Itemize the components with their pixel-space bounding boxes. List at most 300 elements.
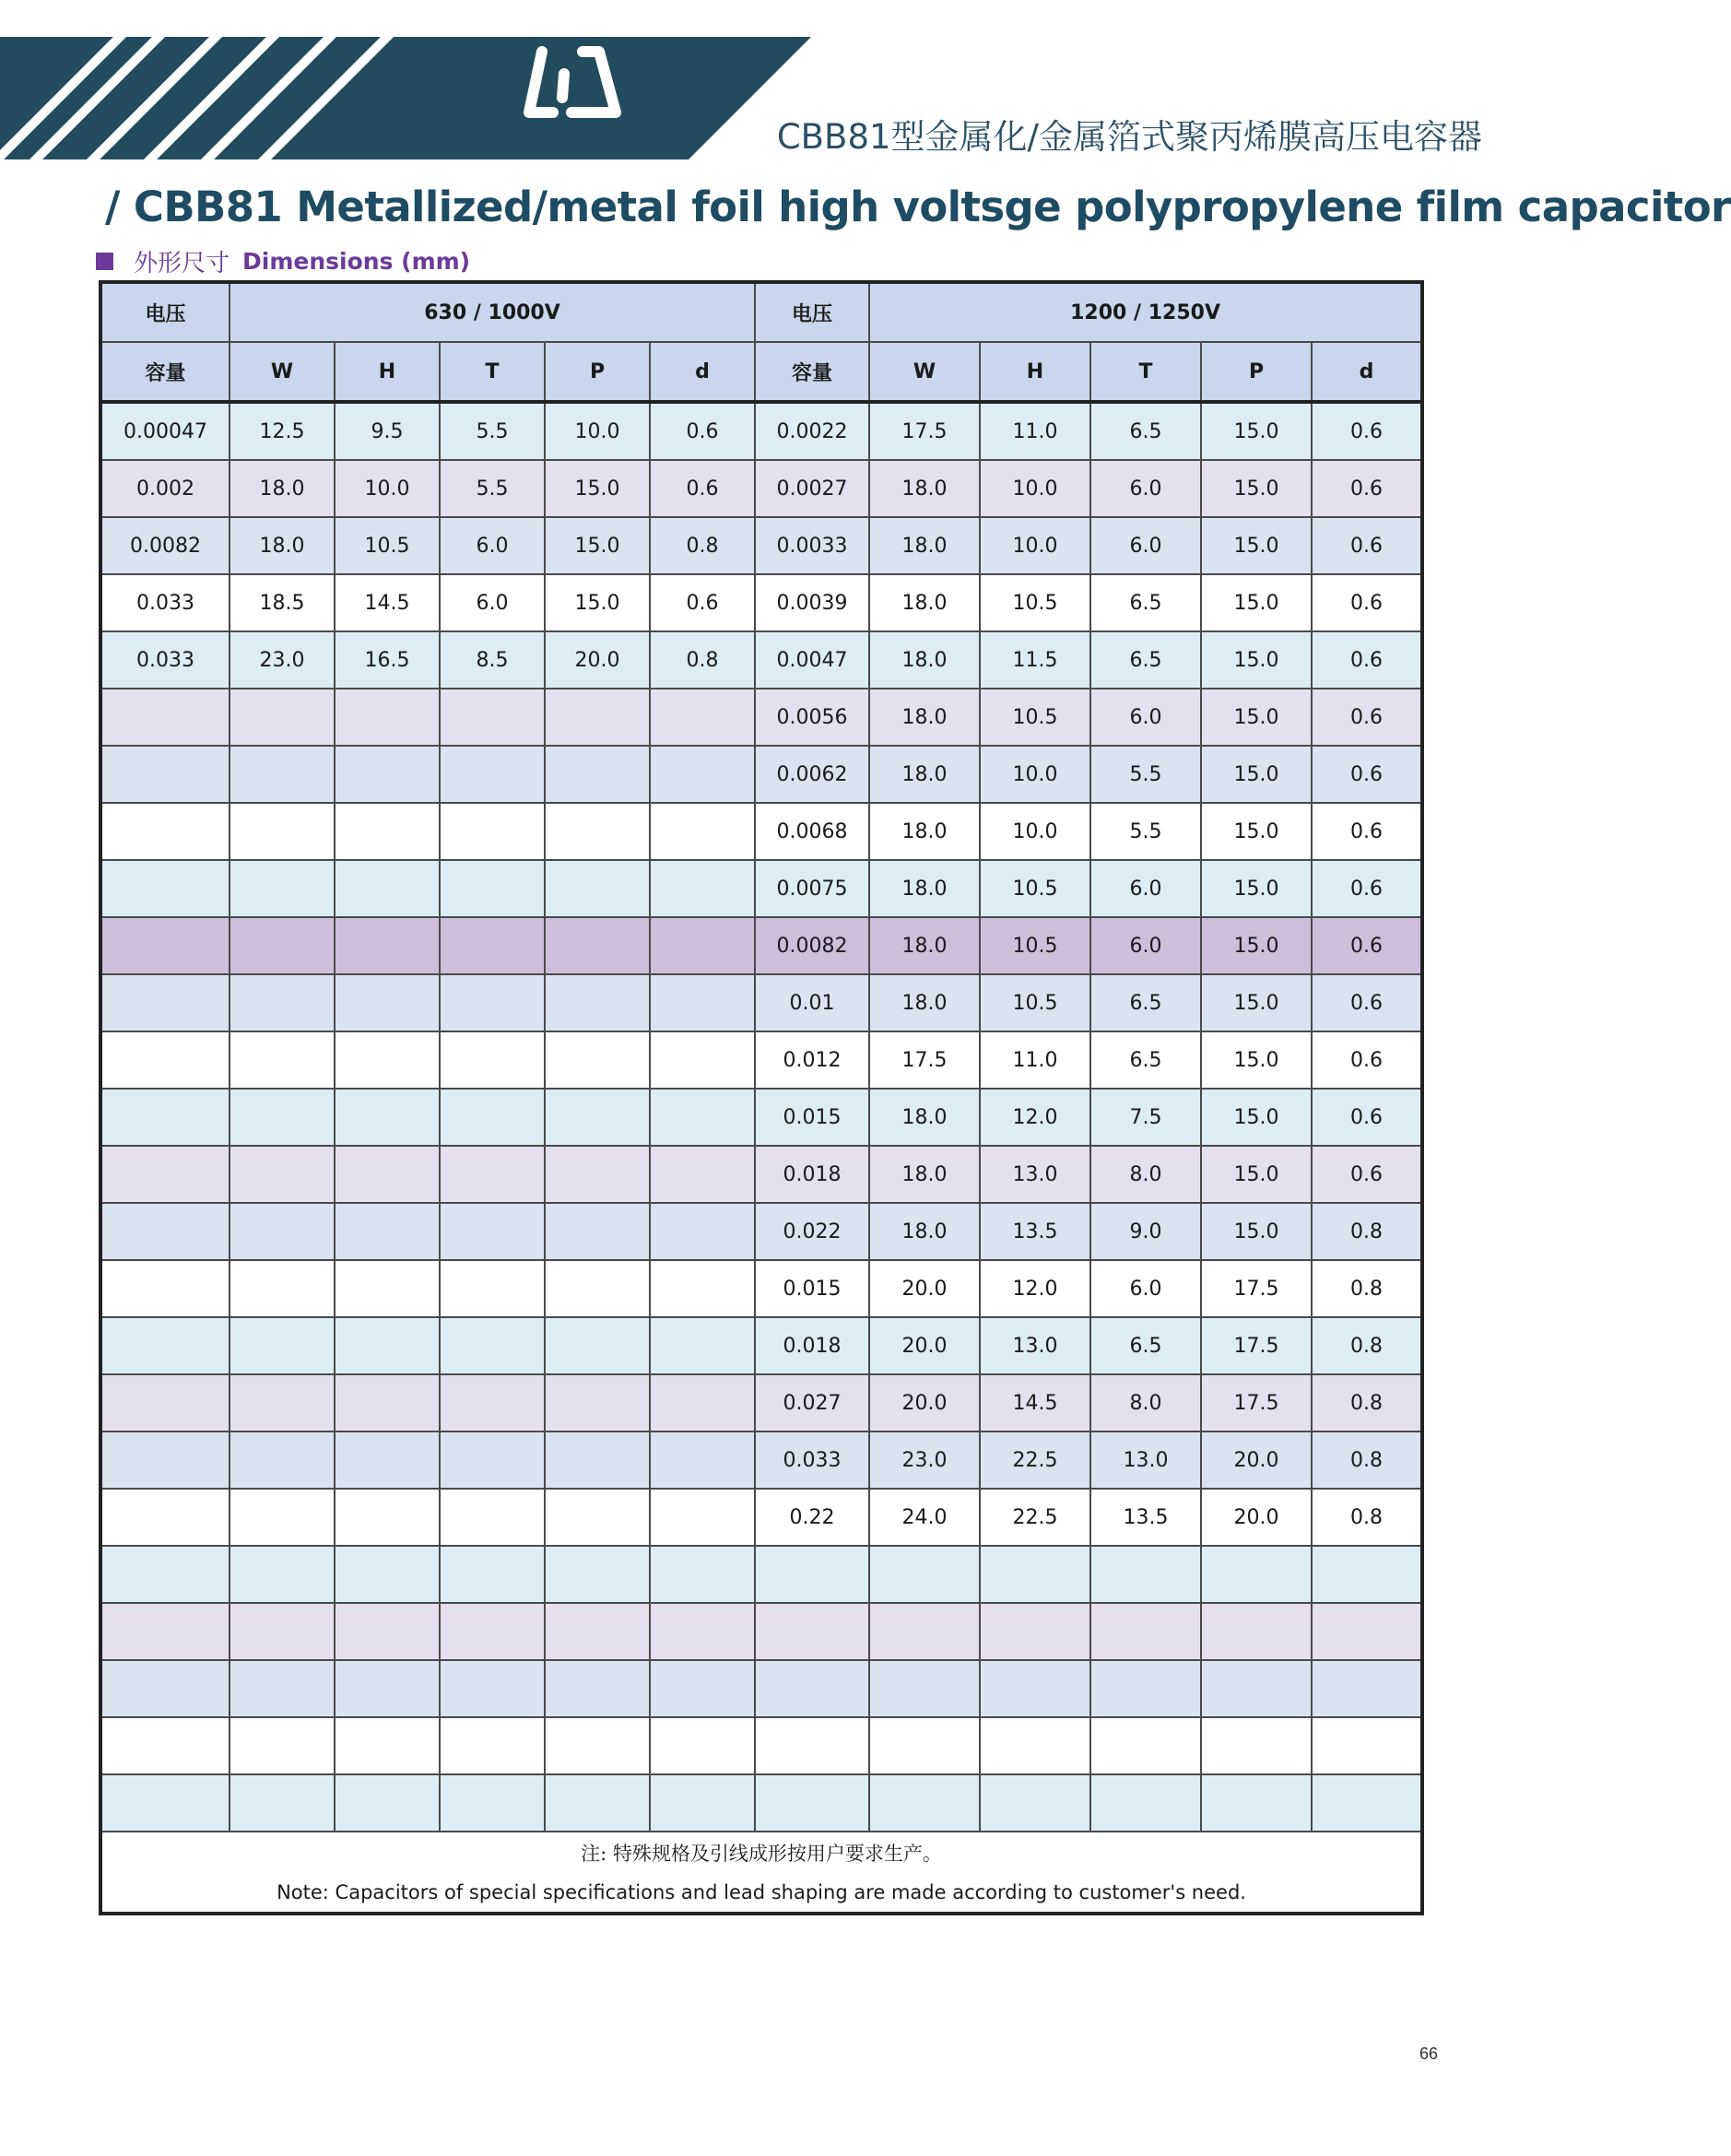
table-row — [100, 1717, 1422, 1774]
table-cell: 15.0 — [1201, 746, 1312, 803]
table-cell: 22.5 — [980, 1431, 1090, 1489]
table-cell — [1312, 1603, 1422, 1660]
table-cell — [335, 1203, 440, 1260]
table-cell — [650, 1489, 755, 1546]
table-cell: 0.0082 — [755, 917, 869, 974]
table-cell: 15.0 — [1201, 1203, 1312, 1260]
col-header: 容量 — [755, 342, 869, 402]
table-cell: 18.0 — [869, 917, 980, 974]
table-cell — [335, 1489, 440, 1546]
table-cell — [545, 746, 650, 803]
table-cell — [1312, 1774, 1422, 1832]
table-cell: 6.0 — [1090, 460, 1201, 517]
table-row — [100, 1260, 1422, 1317]
table-cell: 0.8 — [1312, 1489, 1422, 1546]
table-cell: 20.0 — [1201, 1489, 1312, 1546]
table-cell — [650, 917, 755, 974]
table-cell — [335, 803, 440, 860]
table-cell: 15.0 — [1201, 974, 1312, 1031]
table-cell — [230, 974, 335, 1031]
table-cell: 20.0 — [869, 1260, 980, 1317]
table-cell: 10.0 — [980, 517, 1090, 574]
table-cell: 6.5 — [1090, 974, 1201, 1031]
table-cell — [100, 1089, 230, 1146]
table-cell — [440, 1431, 545, 1489]
table-cell — [440, 1317, 545, 1374]
table-cell: 10.5 — [980, 917, 1090, 974]
table-cell — [869, 1603, 980, 1660]
table-cell — [100, 1203, 230, 1260]
table-cell: 18.0 — [869, 803, 980, 860]
table-cell — [650, 1146, 755, 1203]
table-cell — [869, 1774, 980, 1832]
table-cell — [100, 1431, 230, 1489]
col-header: d — [650, 342, 755, 402]
table-cell — [545, 689, 650, 746]
table-cell: 23.0 — [230, 631, 335, 689]
table-cell — [230, 1660, 335, 1717]
table-cell: 18.0 — [869, 974, 980, 1031]
table-cell: 0.6 — [1312, 860, 1422, 917]
table-cell — [440, 1089, 545, 1146]
table-cell: 20.0 — [545, 631, 650, 689]
table-row — [100, 1317, 1422, 1374]
table-cell — [335, 1317, 440, 1374]
table-cell — [650, 1203, 755, 1260]
table-cell — [650, 1089, 755, 1146]
table-cell — [650, 1774, 755, 1832]
table-cell — [650, 746, 755, 803]
table-cell — [440, 860, 545, 917]
table-cell — [230, 1774, 335, 1832]
table-cell: 10.0 — [545, 402, 650, 460]
table-cell — [230, 1603, 335, 1660]
table-cell: 6.5 — [1090, 574, 1201, 631]
table-cell — [545, 1146, 650, 1203]
table-cell — [440, 1660, 545, 1717]
page-number: 66 — [1419, 2044, 1439, 2063]
table-cell — [755, 1660, 869, 1717]
table-cell: 13.5 — [1090, 1489, 1201, 1546]
table-cell: 11.0 — [980, 1031, 1090, 1089]
table-cell: 0.8 — [1312, 1317, 1422, 1374]
table-cell: 0.6 — [650, 574, 755, 631]
col-header: W — [869, 342, 980, 402]
table-cell — [545, 917, 650, 974]
table-cell — [335, 1660, 440, 1717]
table-cell — [230, 1317, 335, 1374]
table-cell — [650, 1546, 755, 1603]
table-cell: 0.6 — [1312, 1031, 1422, 1089]
table-cell: 17.5 — [869, 1031, 980, 1089]
table-cell: 0.6 — [1312, 1089, 1422, 1146]
table-cell: 20.0 — [1201, 1431, 1312, 1489]
table-cell: 5.5 — [1090, 746, 1201, 803]
table-cell: 0.22 — [755, 1489, 869, 1546]
table-cell — [335, 1374, 440, 1431]
table-cell — [650, 689, 755, 746]
table-cell: 0.8 — [1312, 1203, 1422, 1260]
table-cell — [335, 1603, 440, 1660]
table-cell — [335, 1146, 440, 1203]
table-cell: 0.033 — [100, 574, 230, 631]
table-cell — [755, 1546, 869, 1603]
table-cell — [650, 1374, 755, 1431]
table-cell — [335, 1031, 440, 1089]
table-cell: 15.0 — [1201, 1089, 1312, 1146]
table-cell: 17.5 — [1201, 1374, 1312, 1431]
table-cell: 18.0 — [869, 689, 980, 746]
table-row — [100, 1546, 1422, 1603]
table-cell: 0.033 — [100, 631, 230, 689]
table-cell — [440, 803, 545, 860]
table-cell — [1090, 1603, 1201, 1660]
table-cell — [650, 1603, 755, 1660]
table-cell: 0.0027 — [755, 460, 869, 517]
col-header: H — [980, 342, 1090, 402]
table-cell — [230, 917, 335, 974]
table-cell: 24.0 — [869, 1489, 980, 1546]
table-cell — [650, 974, 755, 1031]
table-cell — [335, 1546, 440, 1603]
table-cell: 17.5 — [1201, 1317, 1312, 1374]
table-cell: 10.5 — [980, 860, 1090, 917]
table-cell: 0.01 — [755, 974, 869, 1031]
table-cell: 13.0 — [980, 1317, 1090, 1374]
table-cell: 0.6 — [1312, 803, 1422, 860]
table-cell — [980, 1774, 1090, 1832]
table-cell: 18.0 — [869, 631, 980, 689]
table-cell — [545, 1031, 650, 1089]
table-cell: 18.0 — [869, 460, 980, 517]
table-cell: 15.0 — [1201, 917, 1312, 974]
table-cell — [230, 1374, 335, 1431]
table-note — [100, 1832, 1422, 1914]
table-cell: 10.5 — [980, 574, 1090, 631]
col-header: W — [230, 342, 335, 402]
table-cell: 16.5 — [335, 631, 440, 689]
table-cell — [545, 1374, 650, 1431]
table-cell — [100, 1260, 230, 1317]
table-row — [100, 746, 1422, 803]
header-banner — [0, 37, 811, 159]
voltage-group-left: 630 / 1000V — [230, 282, 755, 342]
table-cell: 8.0 — [1090, 1146, 1201, 1203]
table-cell — [545, 860, 650, 917]
table-cell: 18.5 — [230, 574, 335, 631]
table-cell: 11.0 — [980, 402, 1090, 460]
table-cell: 15.0 — [1201, 517, 1312, 574]
table-cell — [545, 1546, 650, 1603]
table-cell — [335, 1774, 440, 1832]
table-cell: 10.0 — [980, 460, 1090, 517]
table-cell — [335, 917, 440, 974]
table-cell: 6.0 — [440, 574, 545, 631]
table-cell — [335, 860, 440, 917]
col-header: H — [335, 342, 440, 402]
table-row — [100, 1089, 1422, 1146]
table-cell: 6.0 — [1090, 689, 1201, 746]
table-cell: 0.0082 — [100, 517, 230, 574]
table-cell: 0.022 — [755, 1203, 869, 1260]
table-row — [100, 917, 1422, 974]
table-row — [100, 1374, 1422, 1431]
table-cell: 11.5 — [980, 631, 1090, 689]
table-cell — [755, 1603, 869, 1660]
table-cell — [440, 1374, 545, 1431]
table-cell: 0.6 — [650, 402, 755, 460]
table-cell: 0.018 — [755, 1146, 869, 1203]
table-cell — [440, 974, 545, 1031]
table-cell — [335, 1089, 440, 1146]
table-cell — [230, 1031, 335, 1089]
table-cell: 0.6 — [1312, 689, 1422, 746]
table-cell: 0.8 — [650, 517, 755, 574]
table-cell: 10.5 — [980, 974, 1090, 1031]
table-cell: 0.6 — [1312, 746, 1422, 803]
table-cell: 8.5 — [440, 631, 545, 689]
table-cell: 0.8 — [1312, 1374, 1422, 1431]
table-cell: 6.0 — [1090, 1260, 1201, 1317]
table-cell: 7.5 — [1090, 1089, 1201, 1146]
dimensions-table — [99, 280, 1424, 1915]
table-cell: 18.0 — [869, 574, 980, 631]
table-cell — [100, 1774, 230, 1832]
table-row — [100, 860, 1422, 917]
table-cell — [1312, 1717, 1422, 1774]
table-cell: 0.0062 — [755, 746, 869, 803]
table-cell — [1201, 1660, 1312, 1717]
table-cell — [980, 1603, 1090, 1660]
col-header: T — [440, 342, 545, 402]
table-cell — [545, 1431, 650, 1489]
table-cell: 0.0056 — [755, 689, 869, 746]
col-header: P — [1201, 342, 1312, 402]
table-cell — [100, 917, 230, 974]
table-cell — [230, 860, 335, 917]
table-row — [100, 1031, 1422, 1089]
table-cell — [440, 1774, 545, 1832]
table-cell: 0.6 — [1312, 460, 1422, 517]
table-cell — [1090, 1774, 1201, 1832]
table-cell: 0.015 — [755, 1089, 869, 1146]
table-cell: 23.0 — [869, 1431, 980, 1489]
table-cell — [1090, 1717, 1201, 1774]
table-cell: 6.0 — [440, 517, 545, 574]
table-cell: 15.0 — [1201, 803, 1312, 860]
title-chinese: CBB81型金属化/金属箔式聚丙烯膜高压电容器 — [776, 117, 1482, 157]
table-cell — [1090, 1546, 1201, 1603]
table-cell: 18.0 — [230, 517, 335, 574]
table-cell — [335, 1260, 440, 1317]
table-cell: 5.5 — [1090, 803, 1201, 860]
table-cell — [545, 1489, 650, 1546]
table-cell — [545, 1774, 650, 1832]
table-cell: 8.0 — [1090, 1374, 1201, 1431]
col-header: P — [545, 342, 650, 402]
table-cell — [100, 860, 230, 917]
table-cell: 10.5 — [980, 689, 1090, 746]
table-cell — [440, 1260, 545, 1317]
table-cell: 10.0 — [980, 803, 1090, 860]
table-cell: 0.6 — [1312, 917, 1422, 974]
table-cell — [440, 1203, 545, 1260]
table-row — [100, 1660, 1422, 1717]
table-cell — [230, 746, 335, 803]
table-cell — [650, 803, 755, 860]
table-cell — [100, 1374, 230, 1431]
table-cell: 18.0 — [869, 517, 980, 574]
table-cell — [980, 1660, 1090, 1717]
table-cell — [650, 1660, 755, 1717]
table-cell — [230, 1260, 335, 1317]
table-row — [100, 517, 1422, 574]
table-cell — [335, 746, 440, 803]
table-cell — [440, 746, 545, 803]
table-cell — [755, 1717, 869, 1774]
table-cell: 13.0 — [1090, 1431, 1201, 1489]
table-cell — [545, 1317, 650, 1374]
table-cell: 0.027 — [755, 1374, 869, 1431]
table-cell — [230, 1089, 335, 1146]
table-cell — [545, 1260, 650, 1317]
table-cell — [545, 1089, 650, 1146]
table-cell: 0.012 — [755, 1031, 869, 1089]
table-cell: 15.0 — [1201, 574, 1312, 631]
table-cell: 6.0 — [1090, 517, 1201, 574]
note-english: Note: Capacitors of special specifications and lead shaping are made according to customer's need. — [277, 1881, 1246, 1903]
table-cell — [440, 1146, 545, 1203]
table-cell — [1090, 1660, 1201, 1717]
table-cell — [100, 803, 230, 860]
table-cell: 6.0 — [1090, 860, 1201, 917]
table-cell — [869, 1546, 980, 1603]
table-cell — [100, 1717, 230, 1774]
table-cell — [230, 1489, 335, 1546]
voltage-group-right: 1200 / 1250V — [869, 282, 1422, 342]
table-cell: 14.5 — [335, 574, 440, 631]
table-cell — [335, 1431, 440, 1489]
voltage-header-right: 电压 — [755, 282, 869, 342]
table-cell — [100, 1546, 230, 1603]
table-cell — [230, 1717, 335, 1774]
table-cell: 0.018 — [755, 1317, 869, 1374]
table-cell: 0.0033 — [755, 517, 869, 574]
section-bullet-icon — [96, 253, 113, 270]
table-cell: 22.5 — [980, 1489, 1090, 1546]
table-cell: 0.6 — [1312, 574, 1422, 631]
table-cell — [545, 1203, 650, 1260]
table-cell: 0.0075 — [755, 860, 869, 917]
voltage-header-left: 电压 — [100, 282, 230, 342]
table-cell: 18.0 — [869, 1089, 980, 1146]
table-cell — [545, 974, 650, 1031]
col-header: d — [1312, 342, 1422, 402]
table-cell — [230, 1546, 335, 1603]
table-cell: 0.00047 — [100, 402, 230, 460]
table-cell: 15.0 — [1201, 1031, 1312, 1089]
table-cell: 6.5 — [1090, 1317, 1201, 1374]
table-cell — [980, 1717, 1090, 1774]
table-cell: 17.5 — [869, 402, 980, 460]
table-row — [100, 460, 1422, 517]
table-cell: 0.8 — [1312, 1431, 1422, 1489]
table-cell: 15.0 — [1201, 860, 1312, 917]
table-cell — [650, 1260, 755, 1317]
table-cell: 10.5 — [335, 517, 440, 574]
table-cell — [650, 860, 755, 917]
table-cell: 0.033 — [755, 1431, 869, 1489]
table-cell — [100, 1317, 230, 1374]
table-cell — [1312, 1660, 1422, 1717]
table-cell: 0.6 — [1312, 517, 1422, 574]
table-cell — [650, 1031, 755, 1089]
table-cell — [440, 917, 545, 974]
table-cell — [335, 689, 440, 746]
table-cell: 12.5 — [230, 402, 335, 460]
table-cell: 6.5 — [1090, 1031, 1201, 1089]
table-cell: 6.5 — [1090, 631, 1201, 689]
table-row — [100, 803, 1422, 860]
table-cell — [650, 1431, 755, 1489]
col-header: T — [1090, 342, 1201, 402]
table-cell: 13.5 — [980, 1203, 1090, 1260]
table-cell: 13.0 — [980, 1146, 1090, 1203]
table-cell — [440, 1546, 545, 1603]
table-cell — [650, 1317, 755, 1374]
table-header-row — [100, 282, 1422, 342]
table-cell — [100, 1603, 230, 1660]
table-cell: 18.0 — [230, 460, 335, 517]
table-cell — [1201, 1603, 1312, 1660]
table-cell: 0.6 — [1312, 402, 1422, 460]
table-column-header-row — [100, 342, 1422, 402]
table-cell: 6.0 — [1090, 917, 1201, 974]
table-cell: 0.002 — [100, 460, 230, 517]
table-cell: 0.6 — [650, 460, 755, 517]
table-cell: 17.5 — [1201, 1260, 1312, 1317]
table-cell: 0.0068 — [755, 803, 869, 860]
table-cell: 0.015 — [755, 1260, 869, 1317]
table-cell: 15.0 — [1201, 402, 1312, 460]
table-cell: 12.0 — [980, 1260, 1090, 1317]
table-cell — [1201, 1717, 1312, 1774]
table-cell: 15.0 — [1201, 631, 1312, 689]
table-note-row — [100, 1832, 1422, 1914]
table-cell — [545, 1660, 650, 1717]
table-cell: 15.0 — [1201, 1146, 1312, 1203]
table-row — [100, 631, 1422, 689]
table-cell — [440, 1717, 545, 1774]
table-row — [100, 689, 1422, 746]
table-row — [100, 1603, 1422, 1660]
table-cell — [1312, 1546, 1422, 1603]
table-cell — [755, 1774, 869, 1832]
table-cell — [869, 1660, 980, 1717]
table-cell — [545, 1717, 650, 1774]
note-chinese: 注: 特殊规格及引线成形按用户要求生产。 — [581, 1843, 942, 1865]
table-cell — [100, 689, 230, 746]
table-row — [100, 402, 1422, 460]
table-cell: 15.0 — [1201, 689, 1312, 746]
table-cell: 5.5 — [440, 402, 545, 460]
table-cell: 14.5 — [980, 1374, 1090, 1431]
table-cell: 18.0 — [869, 746, 980, 803]
table-cell: 9.5 — [335, 402, 440, 460]
table-cell — [100, 1031, 230, 1089]
table-cell: 18.0 — [869, 860, 980, 917]
table-cell — [230, 1431, 335, 1489]
